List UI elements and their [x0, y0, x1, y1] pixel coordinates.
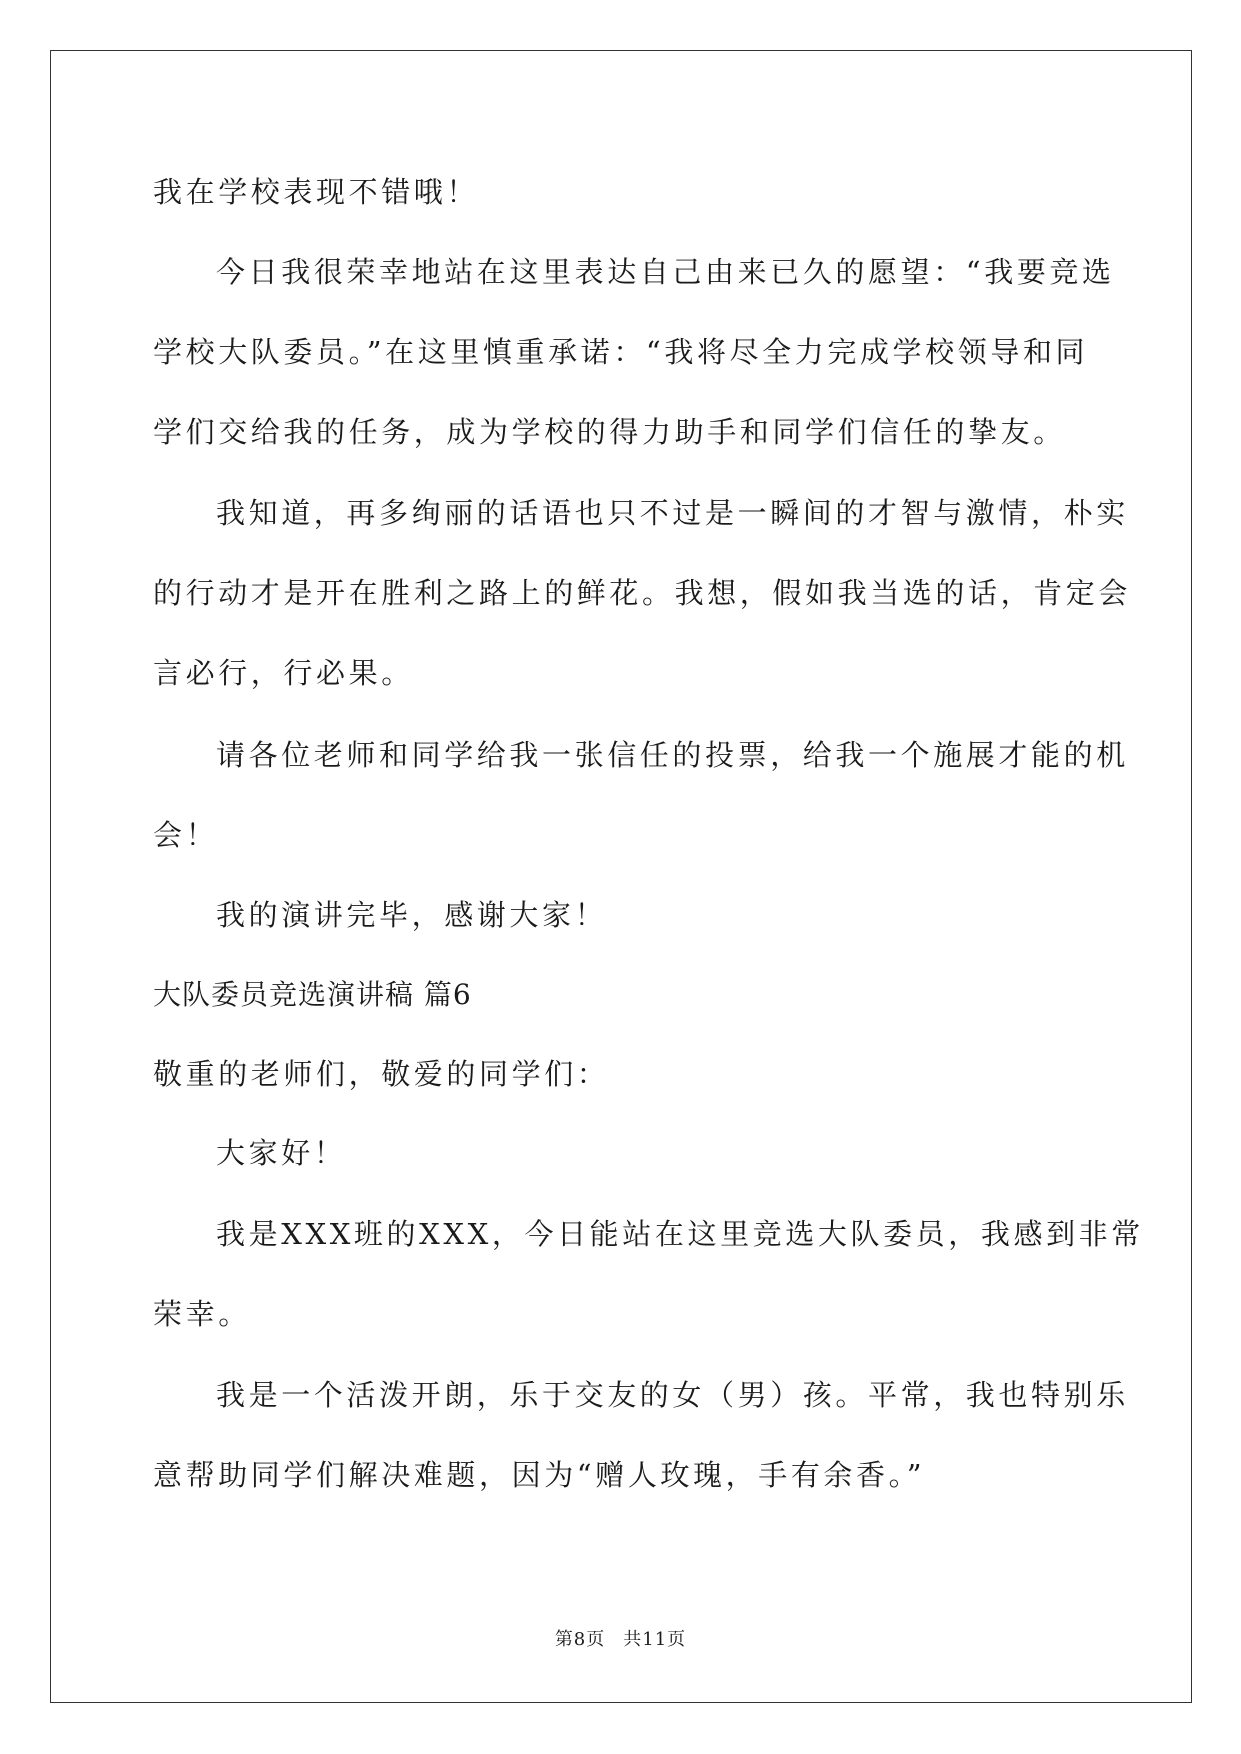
text-line-14: 我是XXX班的XXX，今日能站在这里竞选大队委员，我感到非常: [216, 1217, 1144, 1251]
text-line-10: 我的演讲完毕，感谢大家！: [216, 898, 608, 932]
text-line-7: 言必行，行必果。: [153, 656, 414, 690]
greeting-line: 大家好！: [216, 1136, 347, 1170]
text-line-3: 学校大队委员。”在这里慎重承诺：“我将尽全力完成学校领导和同: [153, 335, 1089, 369]
salutation-line: 敬重的老师们，敬爱的同学们：: [153, 1057, 610, 1091]
page-footer: [0, 1628, 1241, 1652]
page-number-total: 共11页: [623, 1629, 687, 1650]
text-line-1: 我在学校表现不错哦！: [153, 175, 480, 209]
text-line-4: 学们交给我的任务，成为学校的得力助手和同学们信任的挚友。: [153, 415, 1066, 449]
text-line-6: 的行动才是开在胜利之路上的鲜花。我想，假如我当选的话，肯定会: [153, 576, 1132, 610]
text-line-9: 会！: [153, 818, 219, 852]
text-line-15: 荣幸。: [153, 1297, 251, 1331]
text-line-8: 请各位老师和同学给我一张信任的投票，给我一个施展才能的机: [216, 738, 1129, 772]
section-heading: 大队委员竞选演讲稿 篇6: [153, 978, 472, 1011]
text-line-5: 我知道，再多绚丽的话语也只不过是一瞬间的才智与激情，朴实: [216, 496, 1129, 530]
page-number-current: 第8页: [554, 1629, 606, 1650]
text-line-2: 今日我很荣幸地站在这里表达自己由来已久的愿望：“我要竞选: [216, 255, 1115, 289]
text-line-17: 意帮助同学们解决难题，因为“赠人玫瑰，手有余香。”: [153, 1458, 926, 1492]
text-line-16: 我是一个活泼开朗，乐于交友的女（男）孩。平常，我也特别乐: [216, 1378, 1129, 1412]
